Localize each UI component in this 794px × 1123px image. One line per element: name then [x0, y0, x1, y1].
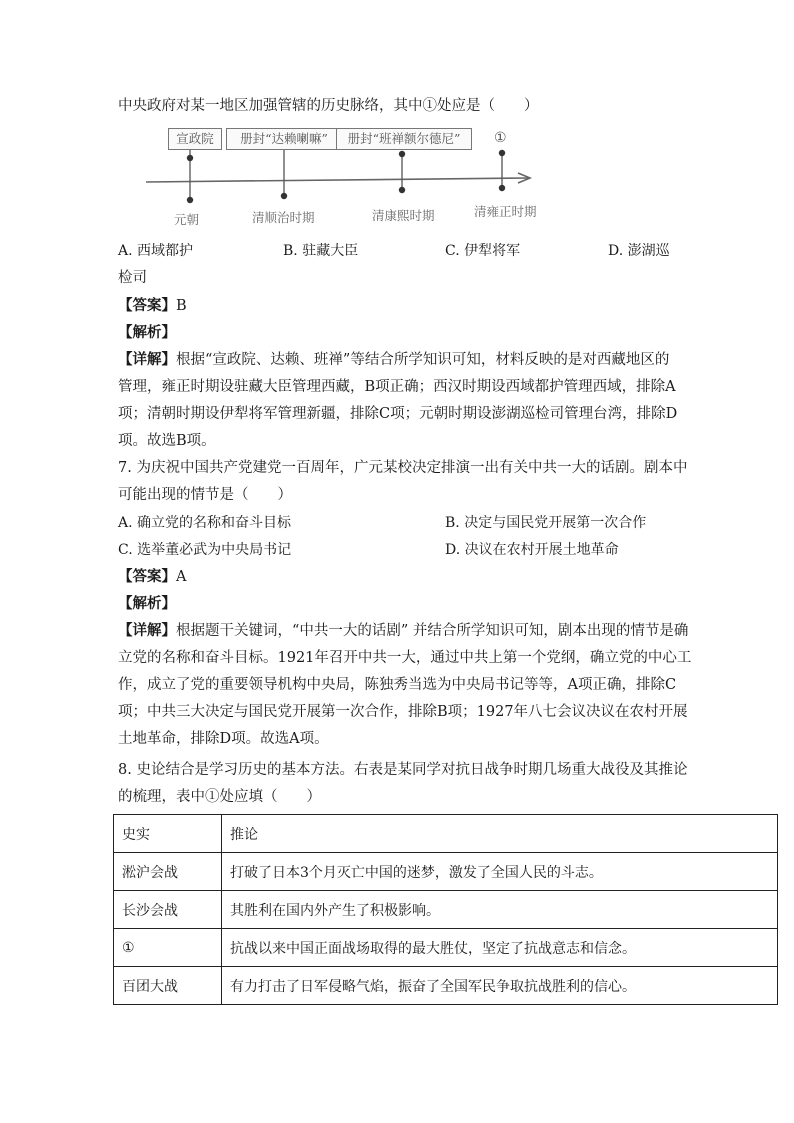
- q7-option-b: B. 决定与国民党开展第一次合作: [445, 515, 647, 531]
- q8-stem-line-2: 的梳理，表中①处应填（ ）: [118, 789, 321, 805]
- q6-answer-tag: 【答案】: [118, 297, 176, 314]
- table-row: [114, 929, 778, 967]
- q7-answer: [118, 567, 186, 587]
- box-banchan: 册封“班禅额尔德尼”: [336, 128, 472, 150]
- q6-option-d: D. 澎湖巡: [608, 243, 670, 259]
- q7-stem-line-1: 7. 为庆祝中国共产党建党一百周年，广元某校决定排演一出有关中共一大的话剧。剧本中: [118, 460, 688, 476]
- q7-detail-line-1: [118, 621, 688, 641]
- table-cell: 打破了日本3个月灭亡中国的迷梦，激发了全国人民的斗志。: [222, 853, 778, 891]
- dot-kangxi-bottom: [399, 187, 405, 193]
- q6-answer: [118, 296, 187, 316]
- q7-detail-line-2: 立党的名称和奋斗目标。1921年召开中共一大，通过中共上第一个党纲，确立党的中心工: [118, 650, 692, 666]
- timeline-figure: [140, 122, 560, 232]
- table-header-row: [114, 815, 778, 853]
- q6-option-a: A. 西域都护: [118, 243, 194, 259]
- table-row: [114, 853, 778, 891]
- table-cell: ①: [114, 929, 222, 967]
- dot-yuan-bottom: [187, 197, 193, 203]
- q7-detail-line-5: 土地革命，排除D项。故选A项。: [118, 731, 329, 747]
- table-row: [114, 891, 778, 929]
- q6-detail-line-1: [118, 350, 669, 370]
- q7-detail-line-3: 作，成立了党的重要领导机构中央局，陈独秀当选为中央局书记等等，A项正确，排除C: [118, 677, 677, 693]
- box-dalai: 册封“达赖喇嘛”: [226, 128, 342, 150]
- q7-detail-line-4: 项；中共三大决定与国民党开展第一次合作，排除B项；1927年八七会议决议在农村开展: [118, 704, 688, 720]
- period-yuan: 元朝: [174, 212, 200, 227]
- table-header-cell: 史实: [114, 815, 222, 853]
- q7-detail-tag: 【详解】: [118, 622, 176, 639]
- q6-detail-line-4: 项。故选B项。: [118, 433, 216, 449]
- q6-detail-line-2: 管理，雍正时期设驻藏大臣管理西藏，B项正确；西汉时期设西域都护管理西域，排除A: [118, 379, 676, 395]
- q6-detail-tag: 【详解】: [118, 351, 176, 368]
- table-header-cell: 推论: [222, 815, 778, 853]
- timeline-line: [146, 178, 528, 182]
- q6-answer-value: B: [176, 298, 187, 314]
- q6-detail-line-3: 项；清朝时期设伊犁将军管理新疆，排除C项；元朝时期设澎湖巡检司管理台湾，排除D: [118, 406, 678, 422]
- table-cell: 其胜利在国内外产生了积极影响。: [222, 891, 778, 929]
- label-blank-1: ①: [494, 130, 507, 146]
- table-cell: 抗战以来中国正面战场取得的最大胜仗，坚定了抗战意志和信念。: [222, 929, 778, 967]
- dot-kangxi-top: [399, 151, 405, 157]
- q7-detail-text-1: 根据题干关键词，“中共一大的话剧” 并结合所学知识可知，剧本出现的情节是确: [176, 623, 689, 639]
- q7-option-d: D. 决议在农村开展土地革命: [445, 542, 619, 558]
- q6-analysis-tag: 【解析】: [118, 324, 176, 341]
- box-xuanzhengyuan: 宣政院: [168, 128, 222, 150]
- q6-stem: 中央政府对某一地区加强管辖的历史脉络，其中①处应是（ ）: [118, 98, 539, 114]
- table-row: [114, 967, 778, 1005]
- q7-answer-tag: 【答案】: [118, 568, 176, 585]
- q6-option-c: C. 伊犁将军: [445, 243, 521, 259]
- dot-yongzheng-bottom: [499, 185, 505, 191]
- battle-table: [113, 814, 778, 1005]
- q8-stem-line-1: 8. 史论结合是学习历史的基本方法。右表是某同学对抗日战争时期几场重大战役及其推论: [118, 762, 688, 778]
- q7-option-a: A. 确立党的名称和奋斗目标: [118, 515, 292, 531]
- period-kangxi: 清康熙时期: [372, 208, 435, 223]
- period-shunzhi: 清顺治时期: [252, 210, 315, 225]
- q6-detail-text-1: 根据“宣政院、达赖、班禅”等结合所学知识可知，材料反映的是对西藏地区的: [176, 352, 670, 368]
- table-cell: 百团大战: [114, 967, 222, 1005]
- dot-yuan-top: [187, 155, 193, 161]
- q7-analysis-tag: 【解析】: [118, 595, 176, 612]
- q7-stem-line-2: 可能出现的情节是（ ）: [118, 487, 292, 503]
- table-cell: 淞沪会战: [114, 853, 222, 891]
- period-yongzheng: 清雍正时期: [474, 204, 537, 219]
- q6-option-b: B. 驻藏大臣: [283, 243, 359, 259]
- q7-answer-value: A: [176, 569, 187, 585]
- q7-option-c: C. 选举董必武为中央局书记: [118, 542, 292, 558]
- table-cell: 长沙会战: [114, 891, 222, 929]
- dot-yongzheng-top: [499, 150, 505, 156]
- q6-option-d-wrap: 检司: [118, 270, 147, 286]
- table-cell: 有力打击了日军侵略气焰，振奋了全国军民争取抗战胜利的信心。: [222, 967, 778, 1005]
- dot-shunzhi: [281, 193, 287, 199]
